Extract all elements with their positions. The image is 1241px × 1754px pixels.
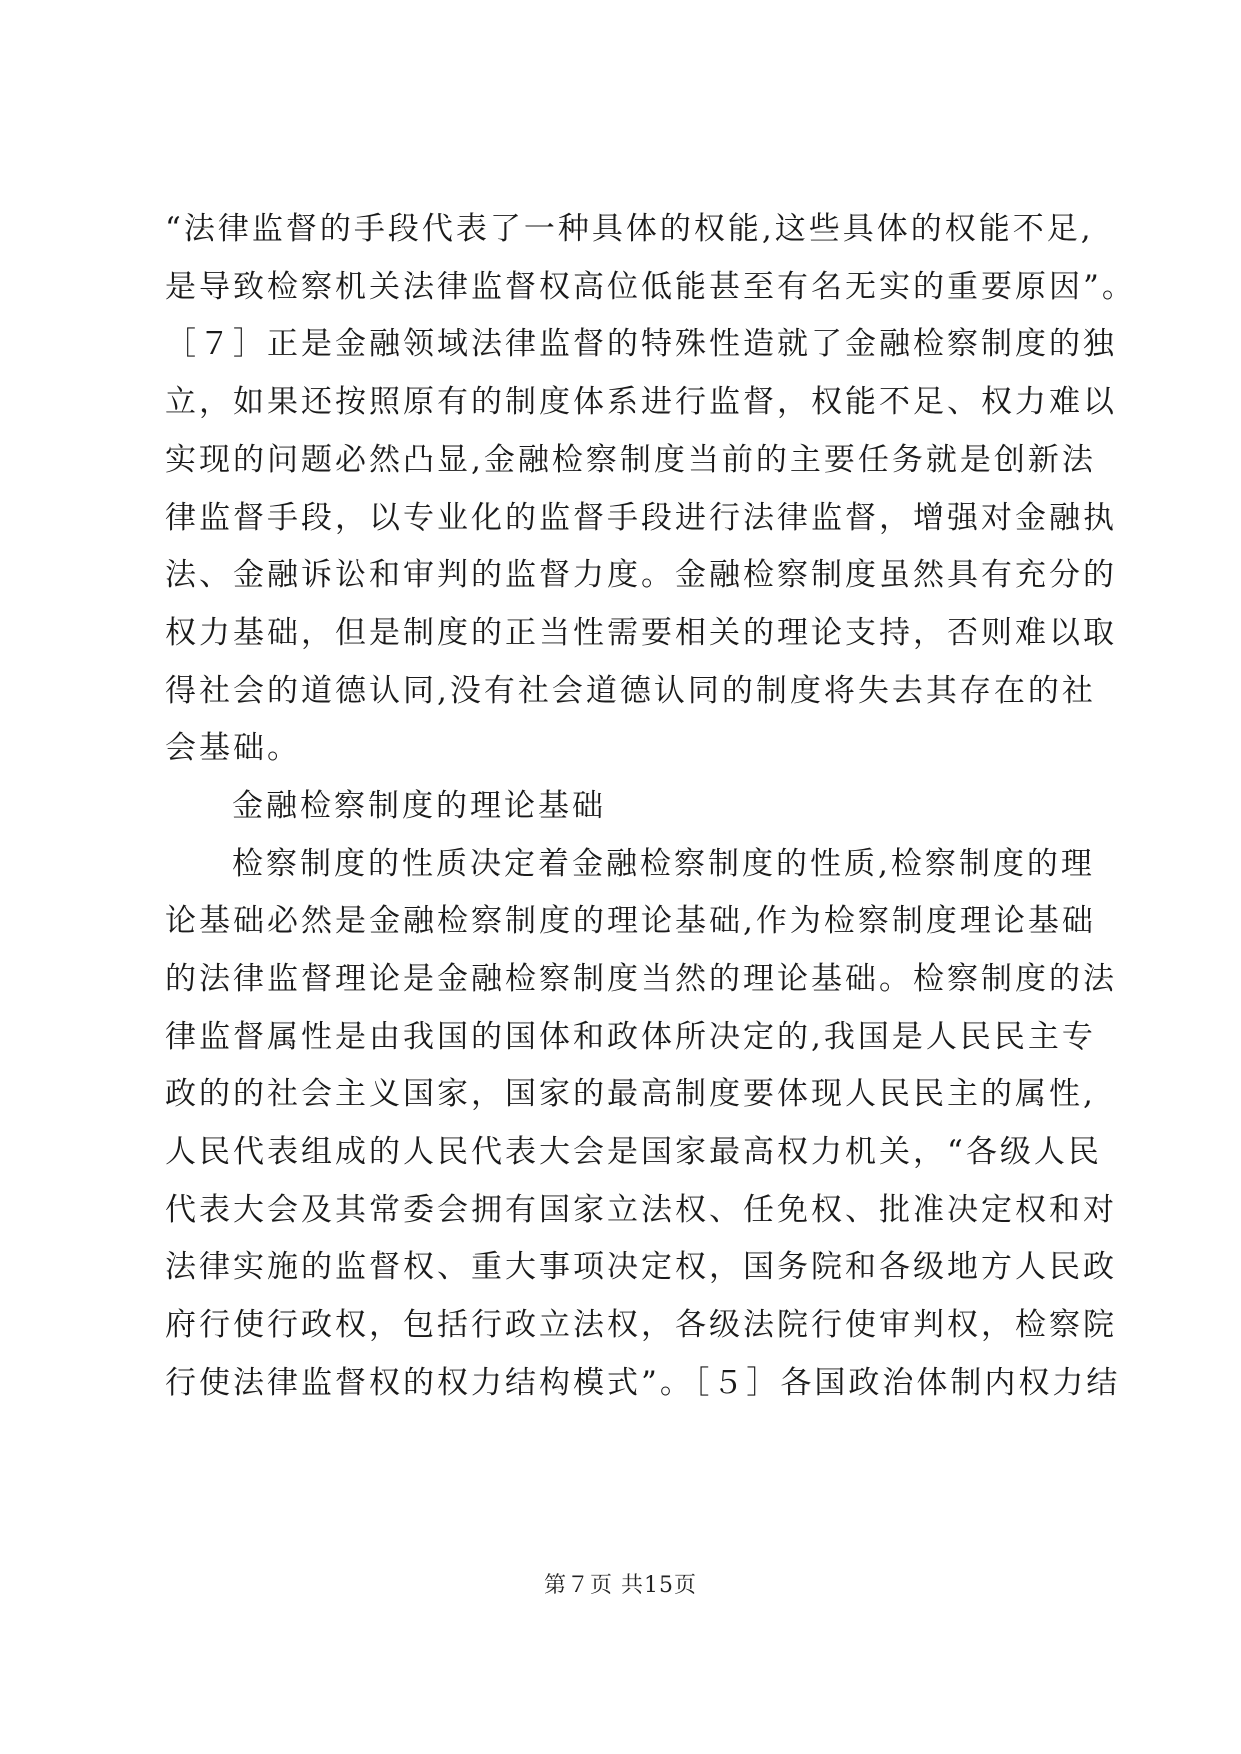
section-heading: 金融检察制度的理论基础 bbox=[232, 788, 606, 824]
paragraph-line: ［７］正是金融领域法律监督的特殊性造就了金融检察制度的独 bbox=[165, 326, 1117, 362]
paragraph-line: 实现的问题必然凸显,金融检察制度当前的主要任务就是创新法 bbox=[165, 442, 1096, 478]
paragraph-line: 代表大会及其常委会拥有国家立法权、任免权、批准决定权和对 bbox=[165, 1192, 1117, 1228]
paragraph-line: 政的的社会主义国家，国家的最高制度要体现人民民主的属性, bbox=[165, 1076, 1096, 1112]
paragraph-line: 律监督属性是由我国的国体和政体所决定的,我国是人民民主专 bbox=[165, 1019, 1096, 1055]
paragraph-line: 会基础。 bbox=[165, 730, 301, 766]
paragraph-line: 的法律监督理论是金融检察制度当然的理论基础。检察制度的法 bbox=[165, 961, 1117, 997]
paragraph-line: “法律监督的手段代表了一种具体的权能,这些具体的权能不足, bbox=[165, 211, 1094, 247]
paragraph-line: 是导致检察机关法律监督权高位低能甚至有名无实的重要原因”。 bbox=[165, 269, 1136, 305]
paragraph-line: 权力基础，但是制度的正当性需要相关的理论支持，否则难以取 bbox=[165, 615, 1117, 651]
paragraph-line: 立，如果还按照原有的制度体系进行监督，权能不足、权力难以 bbox=[165, 384, 1117, 420]
paragraph-line: 人民代表组成的人民代表大会是国家最高权力机关，“各级人民 bbox=[165, 1134, 1102, 1170]
paragraph-line: 得社会的道德认同,没有社会道德认同的制度将失去其存在的社 bbox=[165, 673, 1096, 709]
paragraph-line: 府行使行政权，包括行政立法权，各级法院行使审判权，检察院 bbox=[165, 1307, 1117, 1343]
paragraph-line: 检察制度的性质决定着金融检察制度的性质,检察制度的理 bbox=[232, 846, 1095, 882]
paragraph-line: 论基础必然是金融检察制度的理论基础,作为检察制度理论基础 bbox=[165, 903, 1096, 939]
paragraph-line: 律监督手段，以专业化的监督手段进行法律监督，增强对金融执 bbox=[165, 500, 1117, 536]
paragraph-line: 行使法律监督权的权力结构模式”。［５］各国政治体制内权力结 bbox=[165, 1365, 1121, 1401]
paragraph-line: 法律实施的监督权、重大事项决定权，国务院和各级地方人民政 bbox=[165, 1249, 1117, 1285]
page-number-footer: 第７页 共15页 bbox=[544, 1573, 697, 1598]
paragraph-line: 法、金融诉讼和审判的监督力度。金融检察制度虽然具有充分的 bbox=[165, 557, 1117, 593]
